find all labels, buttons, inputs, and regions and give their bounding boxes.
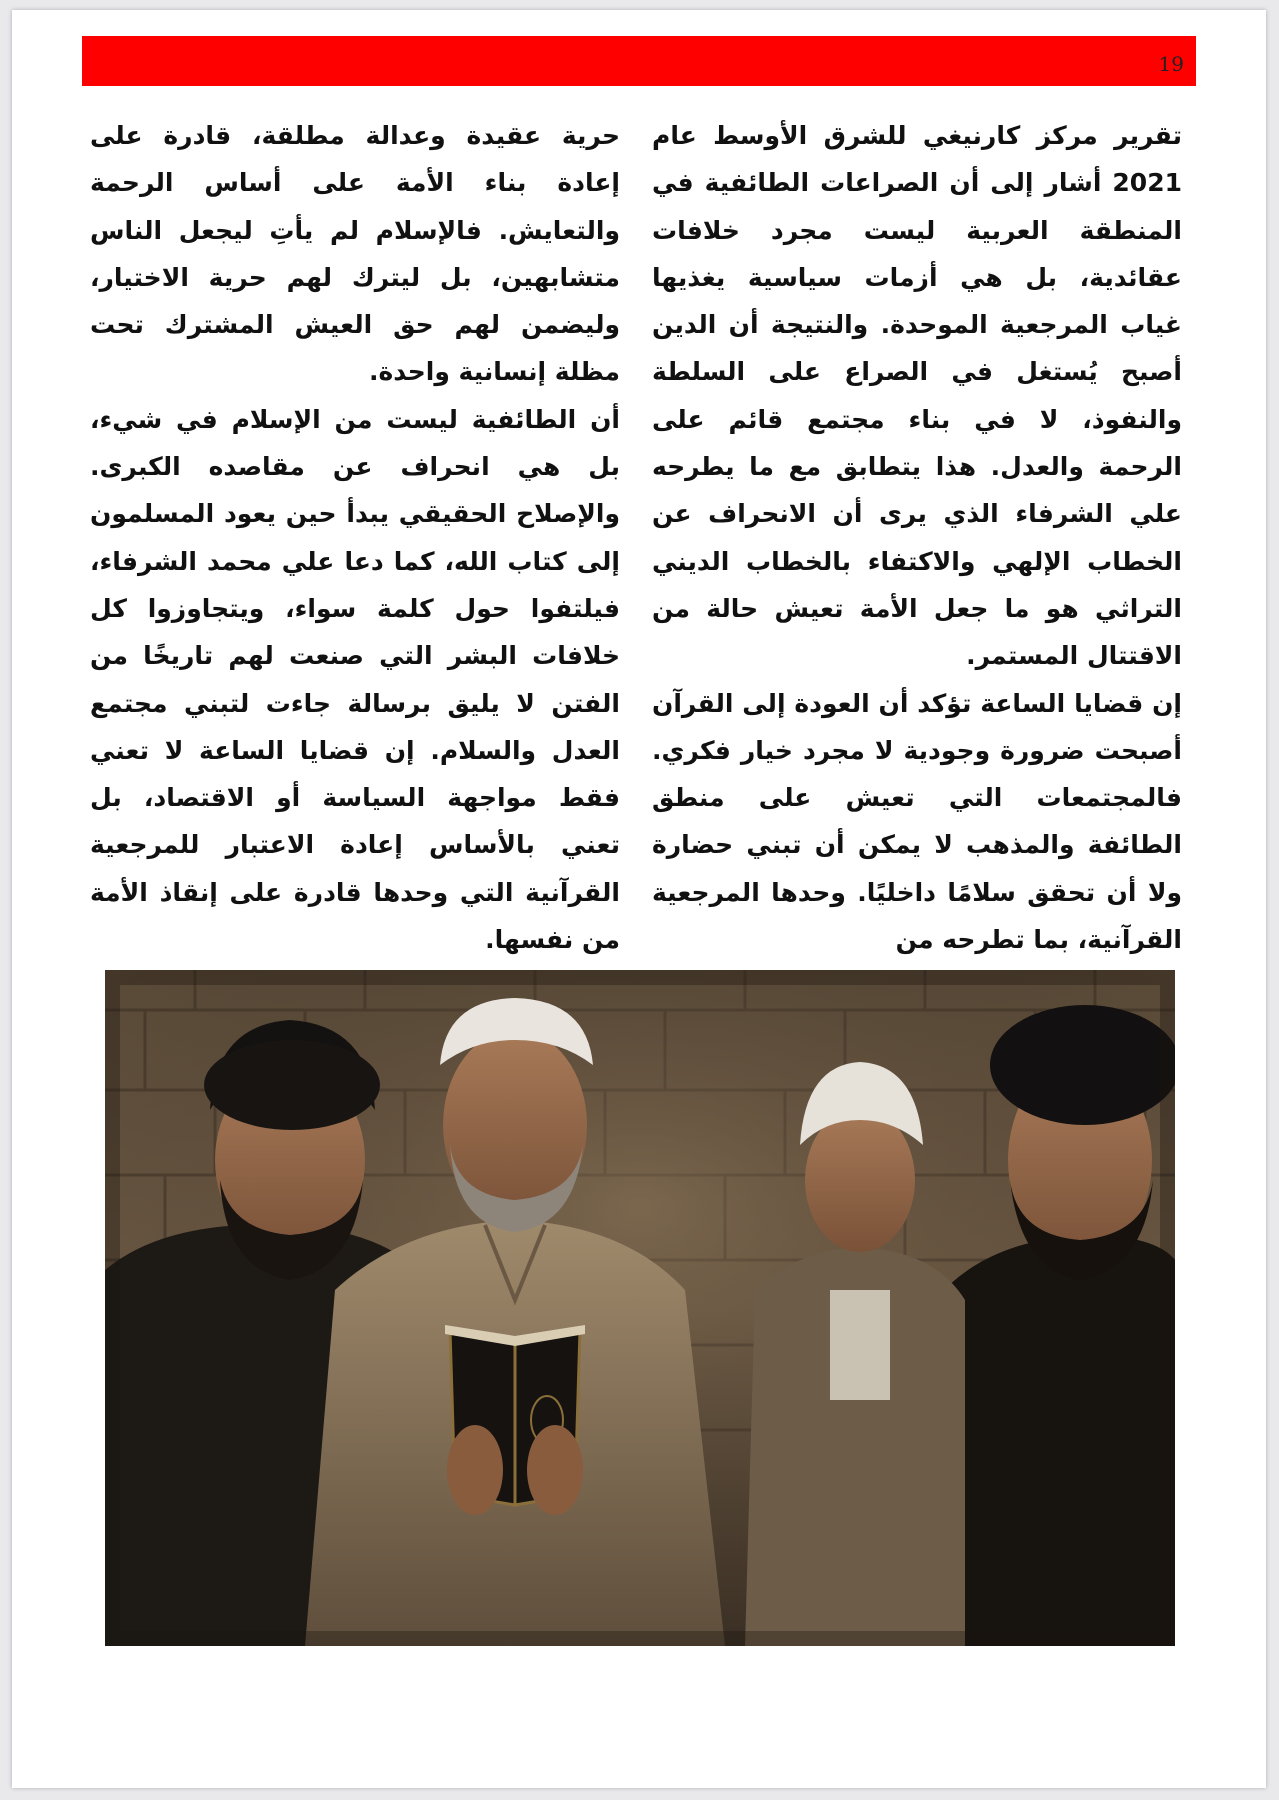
paragraph: تقرير مركز كارنيغي للشرق الأوسط عام 2021 أشار إلى أن الصراعات الطائفية في المنطقة العربية ليست مجرد خلافات عقائدية، بل هي أزمات سياسية يغذيها غياب المرجعية الموحدة. والنتيجة أن الدين أصبح يُستغل في الصراع على السلطة والنفوذ، لا في بناء مجتمع قائم على الرحمة والعدل. هذا يتطابق مع ما يطرحه علي الشرفاء الذي يرى أن الانحراف عن الخطاب الإلهي والاكتفاء بالخطاب الديني التراثي هو ما جعل الأمة تعيش حالة من الاقتتال المستمر. [652, 121, 1182, 671]
document-page [12, 10, 1266, 1788]
illustration-photo [105, 970, 1175, 1646]
paragraph: أن الطائفية ليست من الإسلام في شيء، بل هي انحراف عن مقاصده الكبرى. والإصلاح الحقيقي يبدأ حين يعود المسلمون إلى كتاب الله، كما دعا علي محمد الشرفاء، فيلتفوا حول كلمة سواء، ويتجاوزوا كل خلافات البشر التي صنعت لهم تاريخًا من الفتن لا يليق برسالة جاءت لتبني مجتمع العدل والسلام. إن قضايا الساعة لا تعني فقط مواجهة السياسة أو الاقتصاد، بل تعني بالأساس إعادة الاعتبار للمرجعية القرآنية التي وحدها قادرة على إنقاذ الأمة من نفسها. [90, 404, 620, 955]
paragraph: حرية عقيدة وعدالة مطلقة، قادرة على إعادة بناء الأمة على أساس الرحمة والتعايش. فالإسلام لم يأتِ ليجعل الناس متشابهين، بل ليترك لهم حرية الاختيار، وليضمن لهم حق العيش المشترك تحت مظلة إنسانية واحدة. [90, 121, 620, 387]
header-bar [82, 36, 1196, 86]
paragraph: إن قضايا الساعة تؤكد أن العودة إلى القرآن أصبحت ضرورة وجودية لا مجرد خيار فكري. فالمجتمعات التي تعيش على منطق الطائفة والمذهب لا يمكن أن تبني حضارة ولا أن تحقق سلامًا داخليًا. وحدها المرجعية القرآنية، بما تطرحه من [652, 688, 1182, 955]
text-column-right [652, 112, 1182, 963]
text-column-left [90, 112, 620, 963]
page-number: 19 [1158, 52, 1184, 76]
